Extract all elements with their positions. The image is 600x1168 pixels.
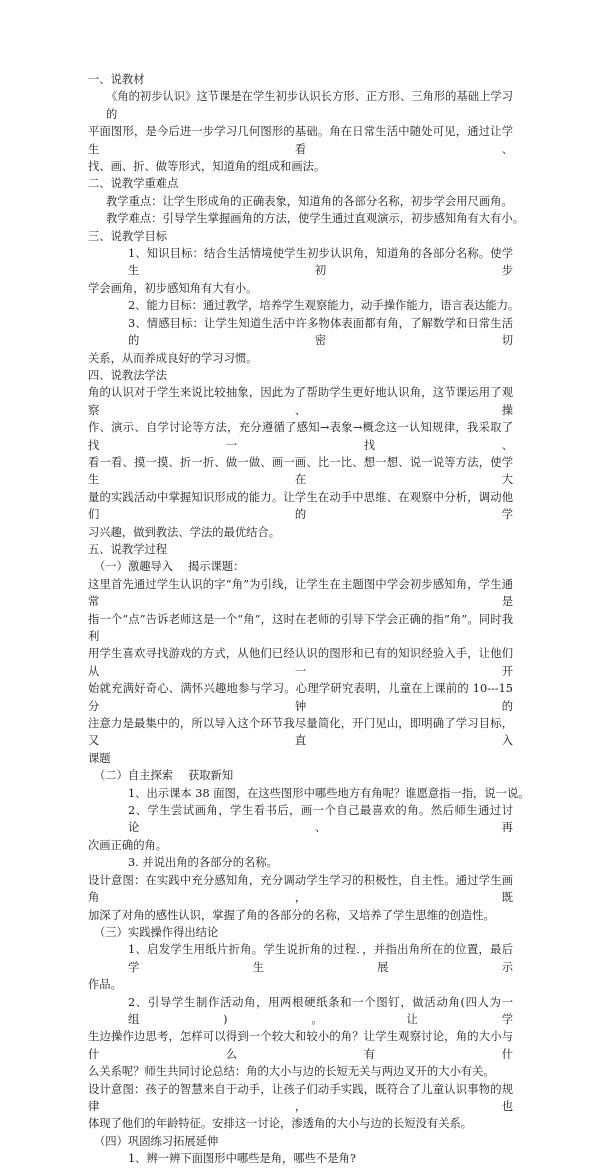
paragraph-line: 作品。 <box>88 978 122 992</box>
section-heading: 一、说教材 <box>88 73 145 86</box>
paragraph-line: 学会画角，初步感知角有大有小。 <box>88 281 258 295</box>
paragraph-line: 这里首先通过学生认识的字“角”为引线，让学生在主题图中学会初步感知角，学生通常是 <box>88 577 513 609</box>
paragraph-line: 2、引导学生制作活动角，用两根硬纸条和一个图钉，做活动角(四人为一组)。让学 <box>128 995 513 1026</box>
paragraph-line: 次画正确的角。 <box>88 838 168 852</box>
section-heading: 四、说教法学法 <box>88 368 168 382</box>
paragraph-line: 量的实践活动中掌握知识形成的能力。让学生在动手中思维、在观察中分析，调动他们的学 <box>88 490 513 522</box>
paragraph-line: 平面图形，是今后进一步学习几何图形的基础。角在日常生活中随处可见，通过让学生看、 <box>88 125 513 156</box>
document-body <box>88 71 530 1168</box>
section-heading: 三、说教学目标 <box>88 229 168 243</box>
paragraph-line: 教学难点：引导学生掌握画角的方法，使学生通过直观演示，初步感知角有大有小。 <box>106 212 524 226</box>
paragraph-line: 加深了对角的感性认识，掌握了角的各部分的名称，又培养了学生思维的创造性。 <box>88 908 495 922</box>
paragraph-line: 指一个“点”告诉老师这是一个“角”，这时在老师的引导下学会正确的指“角”。同时我利 <box>88 612 513 643</box>
paragraph-line: 教学重点：让学生形成角的正确表象，知道角的各部分名称，初步学会用尺画角。 <box>106 194 513 208</box>
paragraph-line: 设计意图：在实践中充分感知角，充分调动学生学习的积极性，自主性。通过学生画角，既 <box>88 873 513 905</box>
paragraph-line: 么关系呢？师生共同讨论总结：角的大小与边的长短无关与两边叉开的大小有关。 <box>88 1065 495 1079</box>
paragraph-line: （三）实践操作得出结论 <box>94 925 219 939</box>
paragraph-line: 用学生喜欢寻找游戏的方式，从他们已经认识的图形和已有的知识经验入手，让他们从一开 <box>88 647 513 678</box>
paragraph-line: 看一看、摸一摸、折一折、做一做、画一画、比一比、想一想、说一说等方法，使学生在大 <box>88 455 513 487</box>
paragraph-line: 课题 <box>88 751 111 765</box>
paragraph-line: 习兴趣，做到教法、学法的最优结合。 <box>88 525 281 539</box>
paragraph-line: 角的认识对于学生来说比较抽象，因此为了帮助学生更好地认识角，这节课运用了观察、操 <box>88 386 513 417</box>
paragraph-line: 设计意图：孩子的智慧来自于动手，让孩子们动手实践，既符合了儿童认识事物的规律，也 <box>88 1082 513 1113</box>
paragraph-line: 作、演示、自学讨论等方法，充分遵循了感知→表象→概念这一认知规律，我采取了找一找、 <box>88 421 513 452</box>
section-heading: 五、说教学过程 <box>88 542 168 556</box>
paragraph-line: 2、能力目标：通过教学，培养学生观察能力，动手操作能力，语言表达能力。 <box>128 299 520 313</box>
paragraph-line: 3、情感目标：让学生知道生活中许多物体表面都有角，了解数学和日常生活的密切 <box>128 316 513 348</box>
paragraph-line: （四）巩固练习拓展延伸 <box>94 1134 219 1148</box>
paragraph-line: 1、出示课本 38 面图，在这些图形中哪些地方有角呢？谁愿意指一指，说一说。 <box>128 786 530 800</box>
paragraph-line: 关系，从而养成良好的学习习惯。 <box>88 351 258 365</box>
paragraph-line: 《角的初步认识》这节课是在学生初步认识长方形、正方形、三角形的基础上学习的 <box>106 90 513 121</box>
paragraph-line: （二）自主探索 获取新知 <box>94 769 234 783</box>
paragraph-line: （一）激趣导入 揭示课题： <box>94 560 245 574</box>
paragraph-line: 1、知识目标：结合生活情境使学生初步认识角，知道角的各部分名称。使学生初步 <box>128 247 513 278</box>
paragraph-line: 1、辨一辨下面图形中哪些是角，哪些不是角? <box>128 1152 356 1166</box>
paragraph-line: 体现了他们的年龄特征。安排这一讨论，渗透角的大小与边的长短没有关系。 <box>88 1117 473 1131</box>
paragraph-line: 找、画、折、做等形式，知道角的组成和画法。 <box>88 160 326 174</box>
section-heading: 二、说教学重难点 <box>88 177 179 191</box>
paragraph-line: 生边操作边思考，怎样可以得到一个较大和较小的角？让学生观察讨论，角的大小与什么有什 <box>88 1030 513 1061</box>
paragraph-line: 3. 并说出角的各部分的名称。 <box>128 856 278 870</box>
paragraph-line: 1、启发学生用纸片折角。学生说折角的过程．，并指出角所在的位置，最后学生展示 <box>128 943 513 974</box>
paragraph-line: 2、学生尝试画角，学生看书后，画一个自己最喜欢的角。然后师生通过讨论、再 <box>128 804 513 835</box>
paragraph-line: 始就充满好奇心、满怀兴趣地参与学习。心理学研究表明，儿童在上课前的 10---15 分钟的 <box>88 682 513 713</box>
paragraph-line: 注意力是最集中的，所以导入这个环节我尽量简化，开门见山，即明确了学习目标，又直入 <box>88 717 513 748</box>
